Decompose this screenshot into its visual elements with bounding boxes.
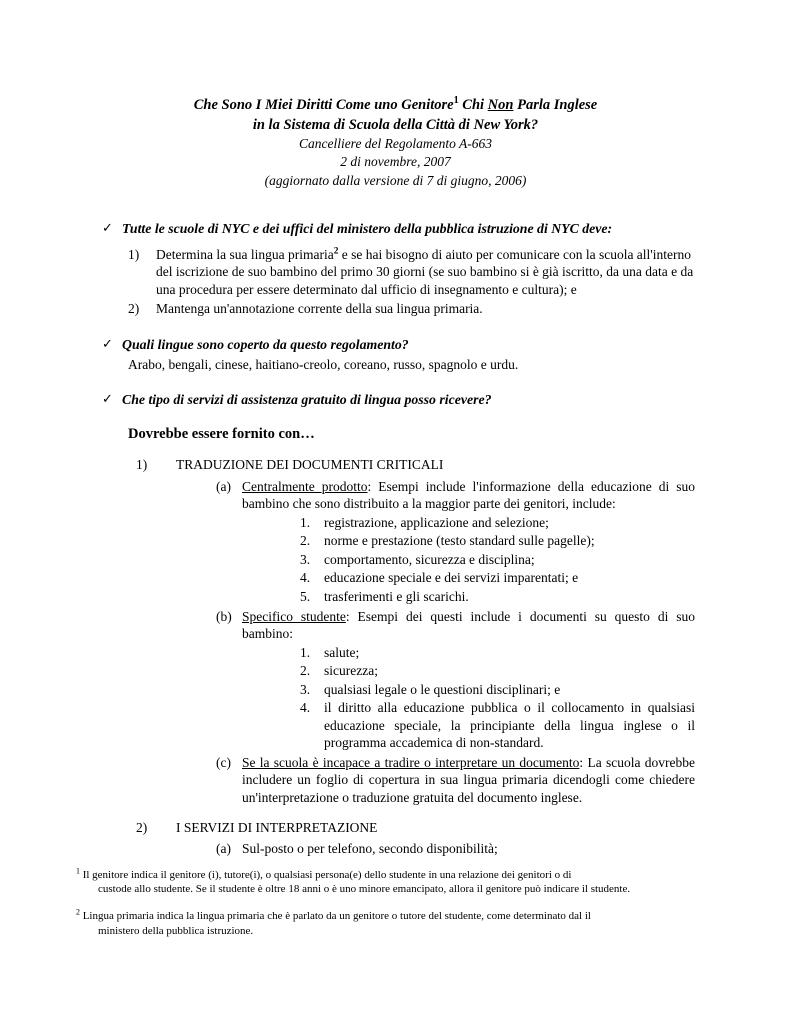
numbered-section-translation [96, 456, 695, 806]
subtitle-regulation: Cancelliere del Regolamento A-663 [298, 136, 493, 152]
section-heading-schools-label: Tutte le scuole di NYC e dei uffici del ministero della pubblica istruzione di NYC deve: [122, 220, 613, 236]
title-part-a: Che Sono I Miei Diritti Come uno Genitore [193, 97, 454, 113]
footnote-1-line-1: Il genitore indica il genitore (i), tutore(i), o qualsiasi persona(e) dello studente in una relazione dei genitori o di [79, 868, 572, 881]
section-number: 1) [136, 457, 148, 473]
footnote-2 [76, 909, 695, 939]
sub-list-marker: 2. [300, 533, 311, 549]
title-part-b: Chi [458, 97, 488, 113]
document-title-line-1 [96, 96, 695, 116]
footnotes-section [0, 865, 791, 975]
numbered-section-header [96, 456, 695, 474]
sub-list-item [300, 532, 695, 550]
list-item-text [156, 246, 695, 299]
sub-list-text: registrazione, applicazione and selezione; [324, 514, 549, 530]
sub-list-item [300, 699, 695, 752]
checkmark-icon: ✓ [102, 391, 113, 407]
sub-list-text: il diritto alla educazione pubblica o il collocamento in qualsiasi educazione speciale, la principiante della lingua inglese o il programma accademica di non-standard. [324, 700, 695, 751]
sub-list-marker: 5. [300, 588, 311, 604]
alpha-item [216, 478, 695, 607]
checkmark-icon: ✓ [102, 219, 113, 235]
alpha-item-rest: : La scuola dovrebbe includere un foglio di copertura in sua lingua primaria dicendogli come chiedere un'interpretazione o traduzione gratuita del documento inglese. [242, 754, 695, 805]
sub-list-item [300, 551, 695, 569]
numbered-section-header [96, 819, 695, 837]
footnote-1 [76, 865, 695, 898]
subtitle-date: 2 di novembre, 2007 [340, 154, 451, 170]
sub-list-marker: 4. [300, 700, 311, 716]
section-heading-services [96, 391, 695, 409]
section-number: 2) [136, 819, 148, 835]
document-title-line-2: in la Sistema di Scuola della Città di New York? [252, 116, 539, 133]
sub-list [300, 514, 695, 606]
alpha-item-text [242, 754, 695, 807]
list-item-text-a: Determina la sua lingua primaria [156, 246, 334, 262]
section-heading-languages [96, 336, 695, 354]
alpha-item-text [242, 608, 695, 753]
alpha-marker: (a) [216, 841, 231, 857]
sub-list-item [300, 569, 695, 587]
alpha-item [216, 754, 695, 807]
list-item-text: Mantenga un'annotazione corrente della sua lingua primaria. [156, 301, 483, 317]
section-title: I SERVIZI DI INTERPRETAZIONE [176, 819, 378, 835]
schools-requirements-list [128, 246, 695, 318]
alpha-marker: (a) [216, 478, 231, 494]
title-block [96, 96, 695, 190]
section-heading-languages-label: Quali lingue sono coperto da questo regolamento? [122, 336, 409, 352]
list-item [128, 246, 695, 299]
sub-list [300, 644, 695, 752]
list-item [128, 300, 695, 318]
footnote-2-line-1: Lingua primaria indica la lingua primaria che è parlato da un genitore o tutore del studente, come determinato dal il [79, 910, 591, 923]
section-title: TRADUZIONE DEI DOCUMENTI CRITICALI [176, 457, 444, 473]
sub-list-item [300, 644, 695, 662]
footnote-ref-1: 1 [453, 95, 459, 107]
footnote-1-number: 1 [76, 865, 80, 875]
alpha-item-lead: Se la scuola è incapace a tradire o interpretare un documento [242, 754, 580, 770]
languages-list-text: Arabo, bengali, cinese, haitiano-creolo, coreano, russo, spagnolo e urdu. [128, 356, 519, 372]
translation-alpha-list [216, 478, 695, 807]
sub-list-text: comportamento, sicurezza e disciplina; [324, 551, 535, 567]
sub-list-item [300, 681, 695, 699]
footnote-2-number: 2 [76, 907, 80, 917]
footnote-1-line-2: custode allo studente. Se il studente è oltre 18 anni o è uno minore emancipato, allora il genitore può indicare il studente. [98, 883, 631, 896]
footnote-2-line-2: ministero della pubblica istruzione. [98, 925, 254, 938]
sub-list-marker: 3. [300, 551, 311, 567]
sub-list-marker: 4. [300, 570, 311, 586]
sub-list-text: educazione speciale e dei servizi imparentati; e [324, 570, 579, 586]
title-part-c: Parla Inglese [513, 97, 598, 113]
sub-list-text: norme e prestazione (testo standard sulle pagelle); [324, 533, 595, 549]
title-part-non: Non [487, 97, 514, 113]
list-marker: 1) [128, 246, 140, 262]
alpha-item-text: Sul-posto o per telefono, secondo disponibilità; [242, 841, 498, 857]
alpha-item-rest: : Esempi include l'informazione della educazione di suo bambino che sono distribuito a la maggior parte dei genitori, include: [242, 478, 695, 512]
section-heading-schools [96, 220, 695, 238]
sub-list-marker: 1. [300, 644, 311, 660]
alpha-item-lead: Specifico studente [242, 608, 346, 624]
list-marker: 2) [128, 301, 140, 317]
sub-list-marker: 1. [300, 514, 311, 530]
alpha-item-lead: Centralmente prodotto [242, 478, 368, 494]
sub-list-text: qualsiasi legale o le questioni disciplinari; e [324, 681, 561, 697]
sub-list-marker: 2. [300, 663, 311, 679]
services-subheading: Dovrebbe essere fornito con… [128, 426, 315, 443]
subtitle-version: (aggiornato dalla versione di 7 di giugno, 2006) [264, 172, 527, 188]
alpha-marker: (c) [216, 754, 231, 770]
sub-list-item [300, 588, 695, 606]
sub-list-item [300, 662, 695, 680]
interpretation-alpha-list [216, 840, 695, 858]
alpha-marker: (b) [216, 608, 232, 624]
list-item-text-b: e se hai bisogno di aiuto per comunicare con la scuola all'interno del iscrizione de suo bambino del primo 30 giorni (se suo bambino si è già iscritto, da una data e da una procedura per essere determinato dal ufficio di insegnamento e cultura); e [156, 246, 694, 297]
checkmark-icon: ✓ [102, 335, 113, 351]
sub-list-text: sicurezza; [324, 663, 378, 679]
alpha-item [216, 840, 695, 858]
alpha-item-rest: : Esempi dei questi include i documenti su questo di suo bambino: [242, 608, 695, 642]
sub-list-text: trasferimenti e gli scarichi. [324, 588, 469, 604]
footnote-ref-2: 2 [333, 246, 339, 257]
section-heading-services-label: Che tipo di servizi di assistenza gratuito di lingua posso ricevere? [122, 392, 492, 408]
sub-list-text: salute; [324, 644, 360, 660]
sub-list-item [300, 514, 695, 532]
numbered-section-interpretation [96, 819, 695, 858]
alpha-item-text [242, 478, 695, 607]
alpha-item [216, 608, 695, 753]
sub-list-marker: 3. [300, 681, 311, 697]
